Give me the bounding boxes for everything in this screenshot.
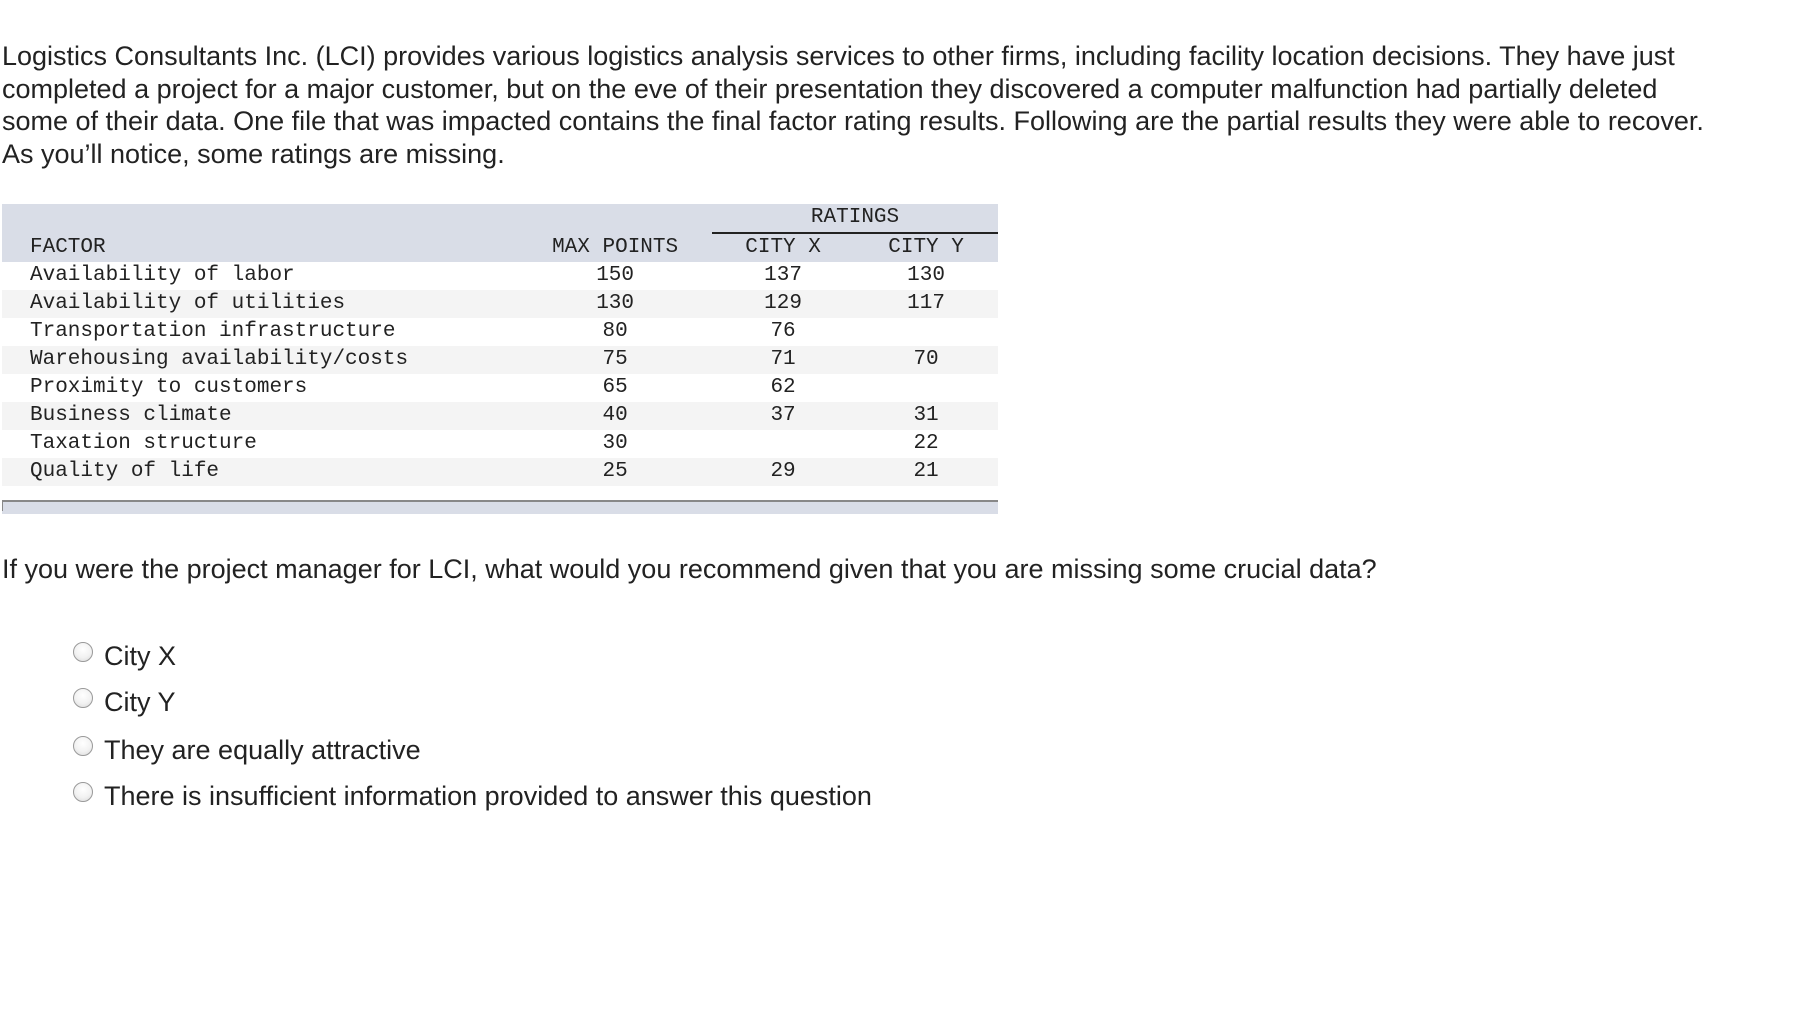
option-city-x[interactable] — [73, 640, 872, 672]
city-x-cell: 37 — [770, 404, 796, 427]
option-label: City X — [104, 640, 177, 671]
factor-cell: Proximity to customers — [30, 376, 308, 399]
city-y-cell — [854, 374, 998, 402]
ratings-group-header: RATINGS — [712, 204, 998, 233]
max-points-cell: 30 — [602, 432, 628, 455]
option-city-y[interactable] — [73, 686, 872, 718]
radio-button[interactable] — [73, 782, 93, 802]
question-prompt: If you were the project manager for LCI, what would you recommend given that you are missing some crucial data? — [2, 554, 1377, 584]
city-x-cell: 76 — [770, 320, 796, 343]
answer-options — [73, 640, 872, 826]
problem-statement: Logistics Consultants Inc. (LCI) provides various logistics analysis services to other firms, including facility location decisions. They have just completed a project for a major customer, but on the eve of their presentation they discovered a computer malfunction had partially deleted some of their data. One file that was impacted contains the final factor rating results. Following are the partial results they were able to recover. As you’ll notice, some ratings are missing. — [2, 41, 1704, 169]
city-y-cell: 21 — [913, 460, 939, 483]
city-y-cell: 70 — [913, 348, 939, 371]
factor-cell: Availability of utilities — [30, 292, 346, 315]
option-label: City Y — [104, 686, 176, 717]
factor-cell: Quality of life — [30, 460, 220, 483]
radio-button[interactable] — [73, 688, 93, 708]
max-points-cell: 25 — [602, 460, 628, 483]
city-x-cell: 71 — [770, 348, 796, 371]
max-points-cell: 65 — [602, 376, 628, 399]
factor-cell: Transportation infrastructure — [30, 320, 396, 343]
table-footer-bar — [2, 500, 998, 514]
factor-cell: Warehousing availability/costs — [30, 348, 409, 371]
city-y-cell — [854, 318, 998, 346]
city-x-column-header: CITY X — [745, 236, 821, 259]
table-row — [2, 262, 998, 290]
max-points-cell: 130 — [596, 292, 634, 315]
city-x-cell: 62 — [770, 376, 796, 399]
empty-header-cell — [2, 204, 518, 233]
city-y-column-header: CITY Y — [888, 236, 964, 259]
table-column-header-row — [2, 233, 998, 262]
max-points-cell: 150 — [596, 264, 634, 287]
empty-header-cell — [518, 204, 712, 233]
city-x-cell: 137 — [764, 264, 802, 287]
table-group-header-row — [2, 204, 998, 233]
table-row — [2, 374, 998, 402]
max-points-cell: 80 — [602, 320, 628, 343]
table-row — [2, 318, 998, 346]
table-row — [2, 346, 998, 374]
city-y-cell: 31 — [913, 404, 939, 427]
table-row — [2, 402, 998, 430]
city-x-cell: 129 — [764, 292, 802, 315]
table-row — [2, 290, 998, 318]
city-y-cell: 130 — [907, 264, 945, 287]
factor-cell: Business climate — [30, 404, 232, 427]
city-x-cell: 29 — [770, 460, 796, 483]
city-y-cell: 22 — [913, 432, 939, 455]
factor-cell: Taxation structure — [30, 432, 257, 455]
factor-rating-table — [2, 204, 998, 486]
factor-rating-table-container — [2, 204, 998, 514]
factor-column-header: FACTOR — [30, 235, 106, 259]
option-equally-attractive[interactable] — [73, 734, 872, 766]
max-points-cell: 40 — [602, 404, 628, 427]
table-row — [2, 458, 998, 486]
option-label: They are equally attractive — [104, 734, 421, 765]
factor-cell: Availability of labor — [30, 264, 295, 287]
max-points-column-header: MAX POINTS — [552, 235, 679, 259]
table-row — [2, 430, 998, 458]
option-insufficient-information[interactable] — [73, 780, 872, 812]
radio-button[interactable] — [73, 736, 93, 756]
radio-button[interactable] — [73, 642, 93, 662]
max-points-cell: 75 — [602, 348, 628, 371]
city-x-cell — [712, 430, 854, 458]
city-y-cell: 117 — [907, 292, 945, 315]
option-label: There is insufficient information provided to answer this question — [104, 780, 872, 811]
